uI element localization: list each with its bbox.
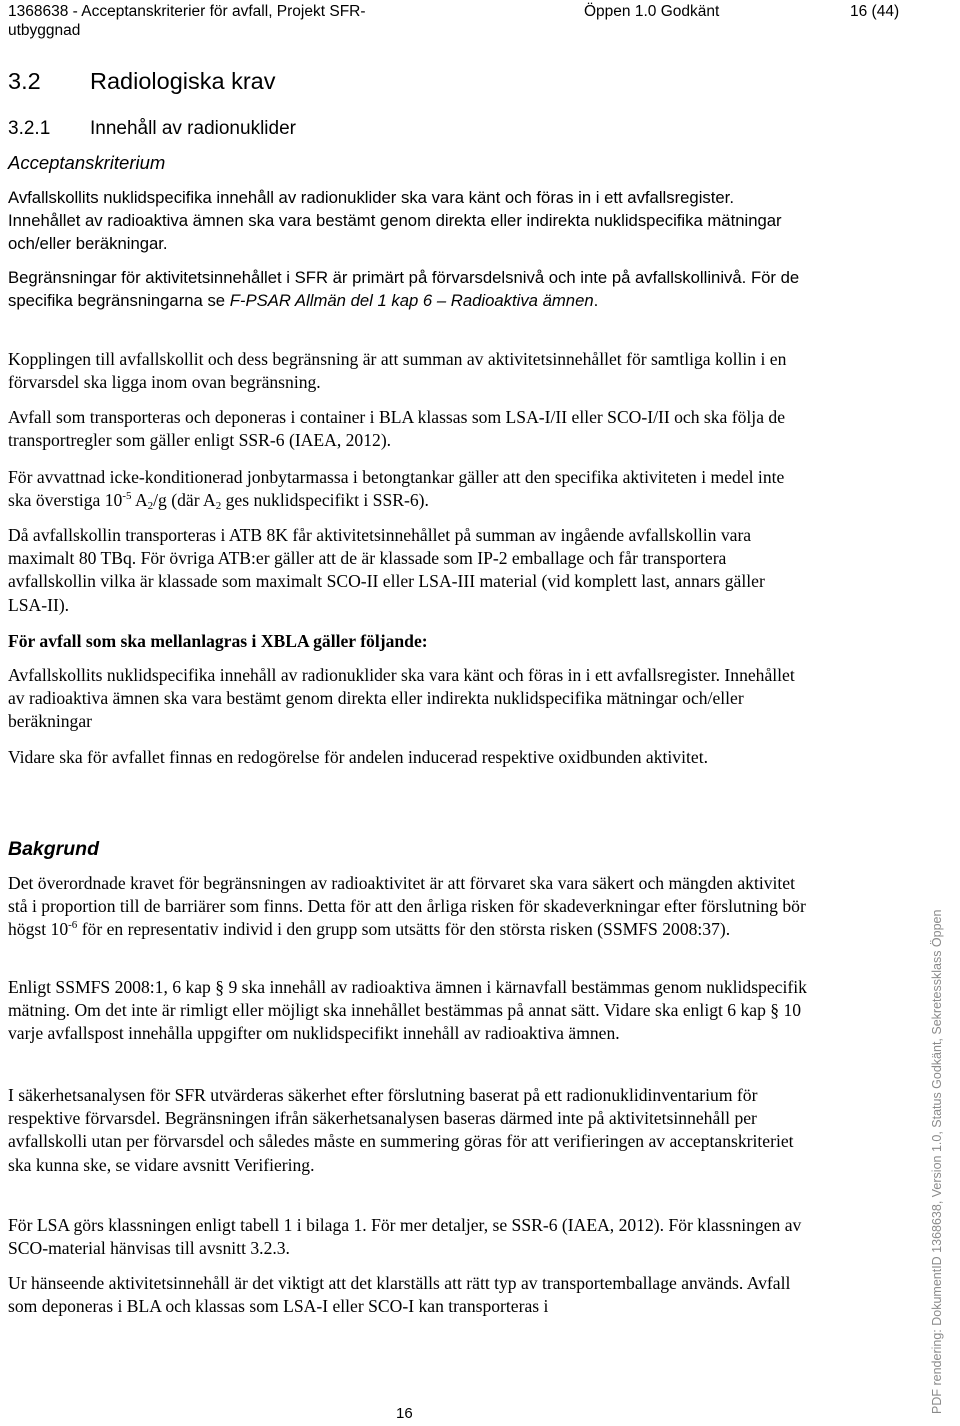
- background-paragraph: Enligt SSMFS 2008:1, 6 kap § 9 ska innehåll av radioaktiva ämnen i kärnavfall bestämmas genom nuklidspecifik mätning. Om det inte är rimligt eller möjligt ska innehållet bestämmas på annat sätt. Vidare ska enligt 6 kap § 10 varje avfallspost innehålla uppgifter om nuklidspecifikt innehåll av radioaktiva ämnen.: [8, 977, 807, 1044]
- background-paragraph: I säkerhetsanalysen för SFR utvärderas säkerhet efter förslutning baserat på ett radionuklidinventarium för respektive förvarsdel. Begränsningen ifrån säkerhetsanalysen baseras därmed inte på aktivitetsinnehåll per avfallskolli utan per förvarsdel och således måste en summering göras för att verifieringen av acceptanskriteriet ska kunna ske, se vidare avsnitt Verifiering.: [8, 1085, 794, 1175]
- document-title: 1368638 - Acceptanskriterier för avfall, Projekt SFR-utbyggnad: [8, 3, 366, 39]
- subsection-number: 3.2.1: [8, 118, 51, 139]
- criterion-paragraph: Avfallskollits nuklidspecifika innehåll av radionuklider ska vara känt och föras in i ett avfallsregister. Innehållet av radioaktiva ämnen ska vara bestämt genom direkta eller indirekta nuklidspecifika mätningar och/eller beräkningar.: [8, 188, 782, 254]
- body-paragraph: Kopplingen till avfallskollit och dess begränsning är att summan av aktivitetsinnehållet för samtliga kollin i en förvarsdel ska ligga inom ovan begränsning.: [8, 349, 787, 393]
- xbla-paragraph: Avfallskollits nuklidspecifika innehåll av radionuklider ska vara känt och föras in i ett avfallsregister. Innehållet av radioaktiva ämnen ska vara bestämt genom direkta eller indirekta nuklidspecifika mätningar och/eller beräkningar: [8, 665, 795, 732]
- limits-paragraph: Begränsningar för aktivitetsinnehållet i SFR är primärt på förvarsdelsnivå och inte på avfallskollinivå. För de specifika begränsningarna se F-PSAR Allmän del 1 kap 6 – Radioaktiva ämnen.: [8, 268, 800, 311]
- subsection-heading: [8, 118, 296, 140]
- pdf-rendering-sidebar: PDF rendering: DokumentID 1368638, Version 1.0, Status Godkänt, Sekretessklass Öppen: [930, 909, 944, 1414]
- tank-paragraph: För avvattnad icke-konditionerad jonbytarmassa i betongtankar gäller att den specifika aktiviteten i medel inte ska överstiga $10^{-5}$ $A_2/g$ (där $A_2$ ges nuklidspecifikt i SSR-6).: [8, 467, 785, 513]
- background-heading: Bakgrund: [8, 838, 100, 860]
- section-heading: [8, 68, 275, 95]
- body-paragraph: Avfall som transporteras och deponeras i container i BLA klassas som LSA-I/II eller SCO-I/II och ska följa de transportregler som gäller enligt SSR-6 (IAEA, 2012).: [8, 407, 786, 451]
- subsection-title: Innehåll av radionuklider: [90, 118, 296, 139]
- section-number: 3.2: [8, 68, 41, 94]
- xbla-heading: För avfall som ska mellanlagras i XBLA gäller följande:: [8, 631, 428, 651]
- page-count: 16 (44): [850, 3, 900, 20]
- background-paragraph: Ur hänseende aktivitetsinnehåll är det viktigt att det klarställs att rätt typ av transportemballage används. Avfall som deponeras i BLA och klassas som LSA-I eller SCO-I kan transporteras i: [8, 1273, 791, 1317]
- atb-paragraph: Då avfallskollin transporteras i ATB 8K får aktivitetsinnehållet på summan av ingående avfallskollin vara maximalt 80 TBq. För övriga ATB:er gäller att de är klassade som IP-2 emballage och får transportera avfallskollin vilka är klassade som maximalt SCO-II eller LSA-III material (vid komplett last, annars gäller LSA-II).: [8, 525, 765, 615]
- psar-reference: F-PSAR Allmän del 1 kap 6 – Radioaktiva ämnen: [229, 291, 594, 311]
- xbla-paragraph: Vidare ska för avfallet finnas en redogörelse för andelen inducerad respektive oxidbunden aktivitet.: [8, 747, 708, 767]
- document-status: Öppen 1.0 Godkänt: [584, 3, 720, 20]
- section-title: Radiologiska krav: [90, 68, 276, 94]
- background-paragraph: För LSA görs klassningen enligt tabell 1 i bilaga 1. För mer detaljer, se SSR-6 (IAEA, 2012). För klassningen av SCO-material hänvisas till avsnitt 3.2.3.: [8, 1215, 802, 1259]
- risk-paragraph: Det överordnade kravet för begränsningen av radioaktivitet är att förvaret ska vara säkert och mängden aktivitet stå i proportion till de barriärer som finns. Detta för att den årliga risken för skadeverkningar efter förslutning bör högst $10^{-6}$ för en representativ individ i den grupp som utsätts för den största risken (SSMFS 2008:37).: [8, 873, 806, 940]
- page-number: 16: [396, 1405, 413, 1422]
- criterion-heading: Acceptanskriterium: [8, 152, 166, 173]
